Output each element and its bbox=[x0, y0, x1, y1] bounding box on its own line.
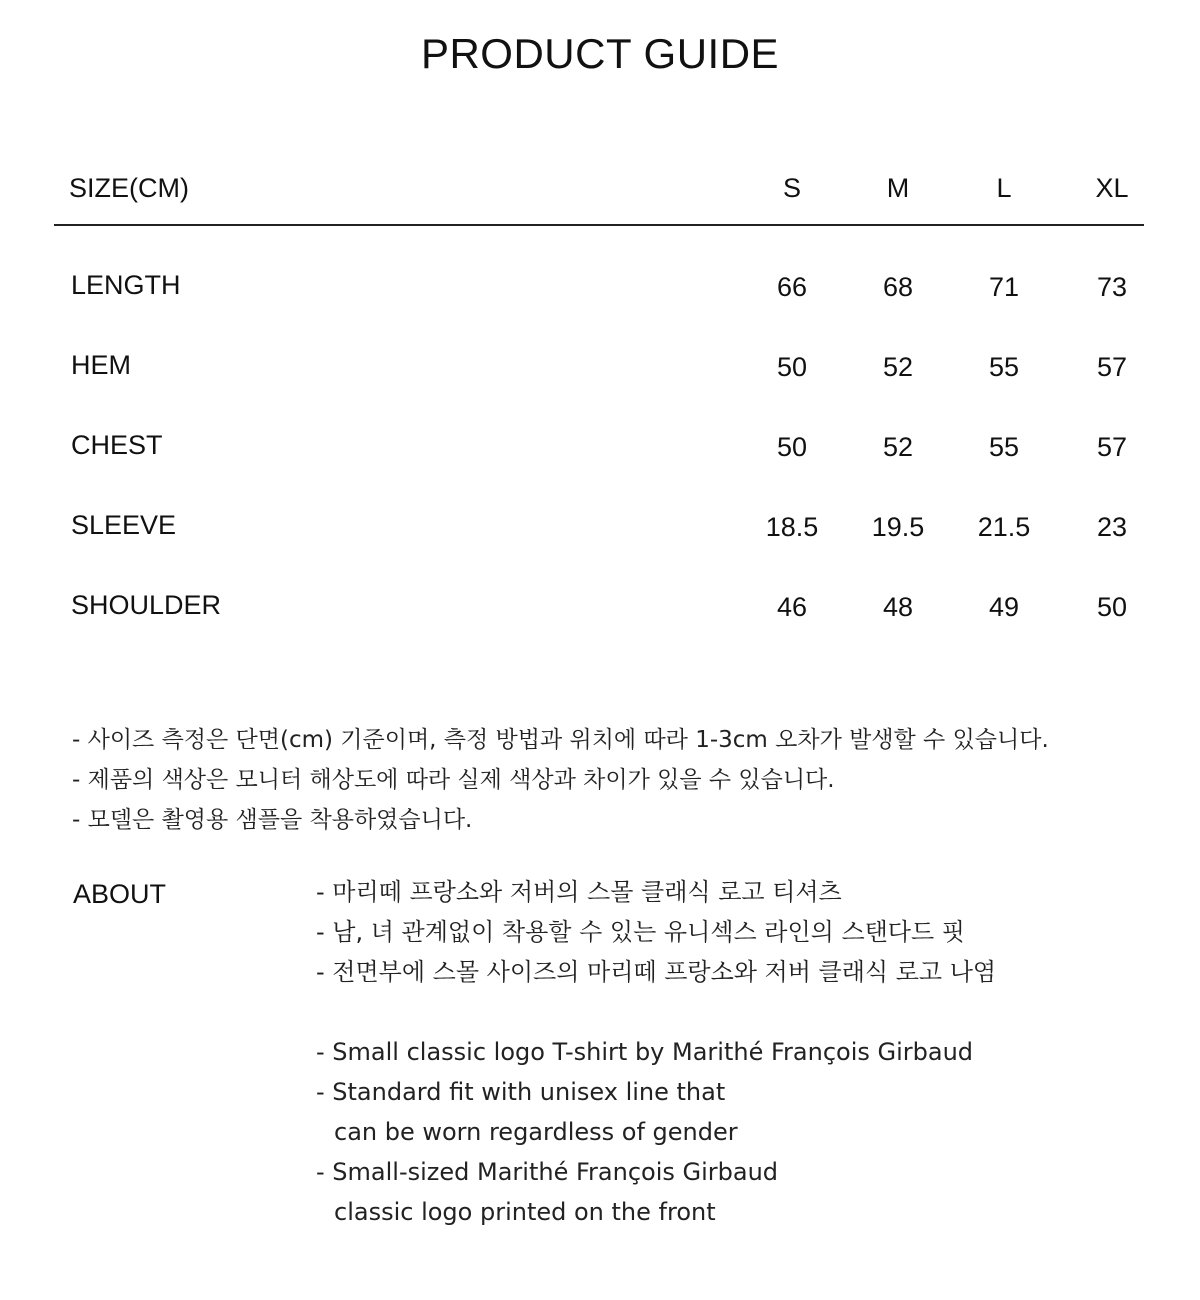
cell-value: 57 bbox=[1096, 432, 1128, 462]
about-english-line: - Standard fit with unisex line that bbox=[316, 1078, 726, 1106]
cell-value: 55 bbox=[988, 432, 1020, 462]
row-label: LENGTH bbox=[71, 270, 181, 300]
size-header-xl: XL bbox=[1095, 173, 1129, 203]
size-table bbox=[54, 160, 1144, 626]
cell-value: 71 bbox=[988, 272, 1020, 302]
size-header-m: M bbox=[886, 173, 910, 203]
row-label: SHOULDER bbox=[71, 590, 222, 620]
note-model: - 모델은 촬영용 샘플을 착용하였습니다. bbox=[72, 807, 473, 833]
table-row-sleeve bbox=[54, 466, 1144, 546]
size-header-label: SIZE(CM) bbox=[69, 173, 189, 203]
cell-value: 66 bbox=[776, 272, 808, 302]
cell-value: 49 bbox=[988, 592, 1020, 622]
note-color: - 제품의 색상은 모니터 해상도에 따라 실제 색상과 차이가 있을 수 있습니다. bbox=[72, 767, 835, 793]
size-table-header bbox=[54, 160, 1144, 226]
cell-value: 52 bbox=[882, 432, 914, 462]
table-row-chest bbox=[54, 386, 1144, 466]
cell-value: 19.5 bbox=[871, 512, 925, 542]
about-heading: ABOUT bbox=[73, 879, 167, 909]
about-korean-line: - 전면부에 스몰 사이즈의 마리떼 프랑소와 저버 클래식 로고 나염 bbox=[316, 958, 997, 986]
cell-value: 50 bbox=[1096, 592, 1128, 622]
cell-value: 23 bbox=[1096, 512, 1128, 542]
size-notes bbox=[72, 720, 1152, 840]
about-english-line: can be worn regardless of gender bbox=[334, 1118, 738, 1146]
cell-value: 57 bbox=[1096, 352, 1128, 382]
about-korean-line: - 마리떼 프랑소와 저버의 스몰 클래식 로고 티셔츠 bbox=[316, 878, 842, 906]
table-row-hem bbox=[54, 306, 1144, 386]
cell-value: 55 bbox=[988, 352, 1020, 382]
cell-value: 50 bbox=[776, 432, 808, 462]
about-korean-line: - 남, 녀 관계없이 착용할 수 있는 유니섹스 라인의 스탠다드 핏 bbox=[316, 918, 965, 946]
about-english-line: classic logo printed on the front bbox=[334, 1198, 716, 1226]
page-title: PRODUCT GUIDE bbox=[420, 30, 780, 77]
note-measurement: - 사이즈 측정은 단면(cm) 기준이며, 측정 방법과 위치에 따라 1-3cm 오차가 발생할 수 있습니다. bbox=[72, 727, 1049, 753]
cell-value: 46 bbox=[776, 592, 808, 622]
cell-value: 73 bbox=[1096, 272, 1128, 302]
table-row-shoulder bbox=[54, 546, 1144, 626]
row-label: SLEEVE bbox=[71, 510, 177, 540]
cell-value: 68 bbox=[882, 272, 914, 302]
size-header-l: L bbox=[996, 173, 1012, 203]
cell-value: 50 bbox=[776, 352, 808, 382]
row-label: CHEST bbox=[71, 430, 163, 460]
cell-value: 18.5 bbox=[765, 512, 819, 542]
about-english-line: - Small classic logo T-shirt by Marithé François Girbaud bbox=[316, 1038, 974, 1066]
about-english-line: - Small-sized Marithé François Girbaud bbox=[316, 1158, 779, 1186]
size-header-s: S bbox=[782, 173, 801, 203]
table-row-length bbox=[54, 226, 1144, 306]
about-description bbox=[316, 872, 1176, 1232]
cell-value: 52 bbox=[882, 352, 914, 382]
row-label: HEM bbox=[71, 350, 131, 380]
about-spacer bbox=[316, 992, 1176, 1032]
cell-value: 48 bbox=[882, 592, 914, 622]
cell-value: 21.5 bbox=[977, 512, 1031, 542]
